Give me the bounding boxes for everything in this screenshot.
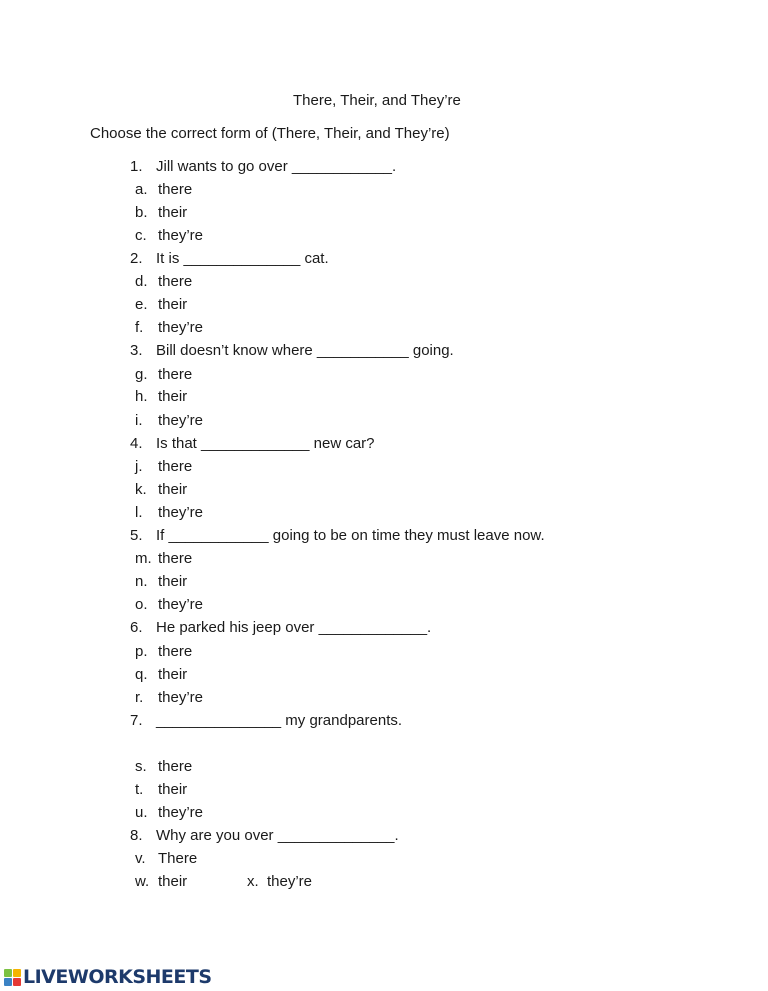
option-text: their — [158, 666, 188, 683]
option-text: their — [158, 481, 188, 498]
question-number: 6. — [130, 619, 143, 636]
option-text: there — [158, 366, 193, 383]
question-text: Bill doesn’t know where ___________ going. — [156, 342, 454, 359]
option-text: they’re — [267, 873, 313, 890]
question-number: 5. — [130, 527, 143, 544]
option-text: their — [158, 296, 188, 313]
option-label: e. — [135, 296, 148, 313]
option-text: There — [158, 850, 198, 867]
option-label: d. — [135, 273, 148, 290]
question-number: 8. — [130, 827, 143, 844]
option-label: r. — [135, 689, 144, 706]
worksheet-title: There, Their, and They’re — [293, 92, 461, 109]
question-text: _______________ my grandparents. — [156, 712, 403, 729]
question-number: 3. — [130, 342, 143, 359]
question-number: 4. — [130, 435, 143, 452]
option-label: f. — [135, 319, 144, 336]
question-text: Is that _____________ new car? — [156, 435, 375, 452]
option-label: w. — [135, 873, 150, 890]
option-text: they’re — [158, 804, 204, 821]
option-text: there — [158, 181, 193, 198]
option-text: they’re — [158, 504, 204, 521]
option-label: x. — [247, 873, 259, 890]
option-text: there — [158, 643, 193, 660]
logo-blocks-icon — [4, 969, 21, 986]
question-number: 7. — [130, 712, 143, 729]
option-text: there — [158, 758, 193, 775]
option-label: g. — [135, 366, 148, 383]
option-label: i. — [135, 412, 143, 429]
option-label: b. — [135, 204, 148, 221]
question-text: It is ______________ cat. — [156, 250, 329, 267]
option-label: q. — [135, 666, 148, 683]
option-text: their — [158, 781, 188, 798]
question-text: He parked his jeep over _____________. — [156, 619, 432, 636]
option-text: they’re — [158, 319, 204, 336]
option-label: a. — [135, 181, 148, 198]
instructions: Choose the correct form of (There, Their, and They’re) — [90, 125, 450, 142]
option-label: u. — [135, 804, 148, 821]
option-text: their — [158, 573, 188, 590]
option-text: their — [158, 388, 188, 405]
question-number: 2. — [130, 250, 143, 267]
option-text: they’re — [158, 227, 204, 244]
question-text: If ____________ going to be on time they must leave now. — [156, 527, 545, 544]
option-label: p. — [135, 643, 148, 660]
option-label: c. — [135, 227, 147, 244]
option-text: there — [158, 550, 193, 567]
option-label: l. — [135, 504, 143, 521]
question-text: Jill wants to go over ____________. — [156, 158, 397, 175]
option-label: h. — [135, 388, 148, 405]
logo-text: LIVEWORKSHEETS — [23, 966, 212, 988]
option-text: they’re — [158, 596, 204, 613]
option-label: n. — [135, 573, 148, 590]
liveworksheets-logo — [4, 966, 212, 988]
option-label: o. — [135, 596, 148, 613]
question-text: Why are you over ______________. — [156, 827, 399, 844]
option-label: v. — [135, 850, 146, 867]
option-label: j. — [135, 458, 143, 475]
option-text: they’re — [158, 412, 204, 429]
option-text: their — [158, 873, 188, 890]
option-text: there — [158, 458, 193, 475]
option-text: their — [158, 204, 188, 221]
option-label: t. — [135, 781, 144, 798]
option-text: there — [158, 273, 193, 290]
option-label: m. — [135, 550, 152, 567]
question-number: 1. — [130, 158, 143, 175]
option-text: they’re — [158, 689, 204, 706]
option-label: k. — [135, 481, 147, 498]
option-label: s. — [135, 758, 147, 775]
